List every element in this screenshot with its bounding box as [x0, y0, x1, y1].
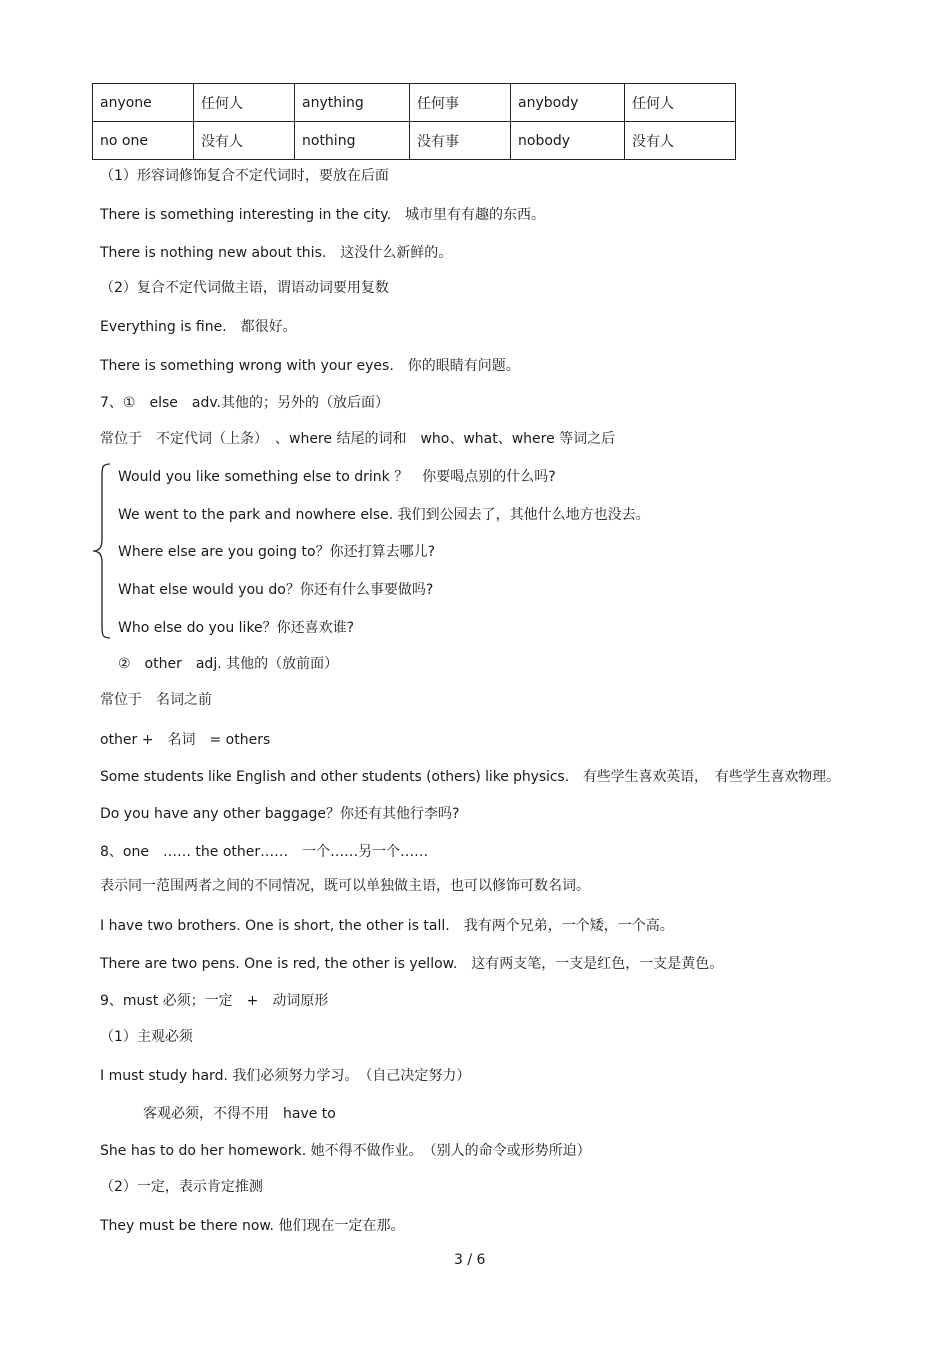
subheading-line: ② other adj. 其他的（放前面） — [118, 656, 339, 672]
table-cell: nothing — [295, 122, 410, 160]
table-cell: anyone — [93, 84, 194, 122]
text-line: 常位于 名词之前 — [100, 692, 212, 708]
table-cell: 任何人 — [625, 84, 736, 122]
table-row — [93, 84, 736, 122]
table-cell: 没有事 — [410, 122, 511, 160]
table-cell: 任何事 — [410, 84, 511, 122]
text-line: other + 名词 = others — [100, 732, 271, 748]
subheading-line: （1）形容词修饰复合不定代词时，要放在后面 — [100, 168, 389, 184]
table-cell: anybody — [511, 84, 625, 122]
example-line: Do you have any other baggage？你还有其他行李吗? — [100, 806, 460, 822]
section-heading-9: 9、must 必须；一定 + 动词原形 — [100, 993, 329, 1009]
table-row — [93, 122, 736, 160]
example-line: There is something interesting in the city. 城市里有有趣的东西。 — [100, 207, 546, 223]
example-line: What else would you do？你还有什么事要做吗? — [118, 582, 434, 598]
example-line: I have two brothers. One is short, the other is tall. 我有两个兄弟，一个矮，一个高。 — [100, 918, 674, 934]
table-cell: no one — [93, 122, 194, 160]
page-number: 3 / 6 — [454, 1252, 486, 1268]
example-line: They must be there now. 他们现在一定在那。 — [100, 1218, 405, 1234]
example-line: Would you like something else to drink ？ 你要喝点别的什么吗? — [118, 469, 556, 485]
table-cell: 没有人 — [625, 122, 736, 160]
section-heading-7: 7、① else adv.其他的；另外的（放后面） — [100, 395, 389, 411]
example-line: We went to the park and nowhere else. 我们到公园去了，其他什么地方也没去。 — [118, 507, 650, 523]
section-heading-8: 8、one …… the other…… 一个……另一个…… — [100, 844, 429, 860]
text-line: 表示同一范围两者之间的不同情况，既可以单独做主语，也可以修饰可数名词。 — [100, 878, 590, 894]
text-line: 客观必须，不得不用 have to — [143, 1106, 336, 1122]
example-line: Who else do you like？你还喜欢谁? — [118, 620, 355, 636]
subheading-line: （2）复合不定代词做主语，谓语动词要用复数 — [100, 280, 389, 296]
table-cell: anything — [295, 84, 410, 122]
example-line: I must study hard. 我们必须努力学习。 （自己决定努力） — [100, 1068, 471, 1084]
example-line: There is something wrong with your eyes. 你的眼睛有问题。 — [100, 358, 520, 374]
curly-brace-icon — [90, 462, 114, 640]
table-cell: 没有人 — [194, 122, 295, 160]
subheading-line: （2）一定，表示肯定推测 — [100, 1179, 263, 1195]
example-line: Where else are you going to？你还打算去哪儿? — [118, 544, 436, 560]
example-line: Everything is fine. 都很好。 — [100, 319, 297, 335]
table-cell: 任何人 — [194, 84, 295, 122]
example-line: There is nothing new about this. 这没什么新鲜的。 — [100, 245, 453, 261]
text-line: 常位于 不定代词（上条） 、where 结尾的词和 who、what、where 等词之后 — [100, 431, 616, 447]
example-line: She has to do her homework. 她不得不做作业。 （别人的命令或形势所迫） — [100, 1143, 591, 1159]
table-cell: nobody — [511, 122, 625, 160]
pronoun-table — [92, 83, 736, 160]
subheading-line: （1）主观必须 — [100, 1029, 193, 1045]
example-line: Some students like English and other students (others) like physics. 有些学生喜欢英语， 有些学生喜欢物理。 — [100, 769, 840, 785]
example-line: There are two pens. One is red, the other is yellow. 这有两支笔，一支是红色，一支是黄色。 — [100, 956, 724, 972]
